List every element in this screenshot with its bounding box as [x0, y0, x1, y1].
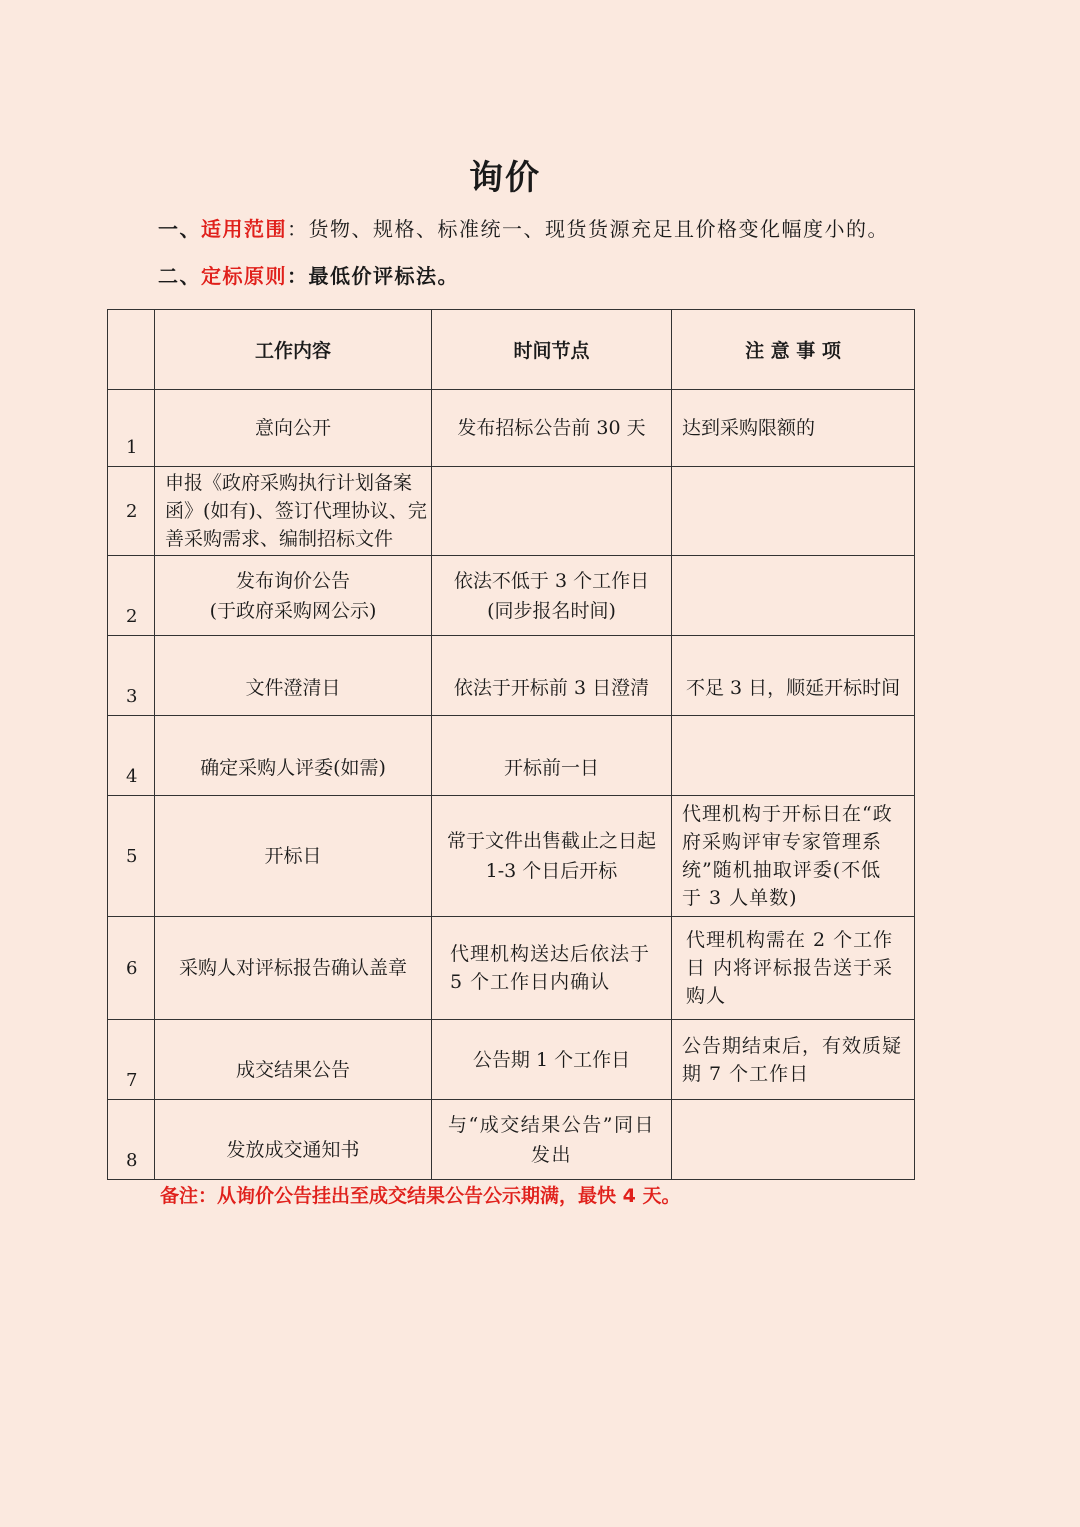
- table-row: [108, 467, 915, 556]
- row-time: 依法于开标前 3 日澄清: [432, 636, 672, 716]
- scope-colon: ：: [287, 217, 309, 241]
- row-note: [672, 556, 915, 636]
- row-number: 8: [108, 1100, 155, 1180]
- header-content: 工作内容: [155, 310, 432, 390]
- row-time: 公告期 1 个工作日: [432, 1020, 672, 1100]
- table-row: [108, 716, 915, 796]
- row-number: 6: [108, 917, 155, 1020]
- table-header-row: [108, 310, 915, 390]
- procedure-table: [107, 309, 915, 1180]
- row-content: 发放成交通知书: [155, 1100, 432, 1180]
- row-content: 文件澄清日: [155, 636, 432, 716]
- row-number: 4: [108, 716, 155, 796]
- principle-text: 最低价评标法。: [308, 264, 459, 288]
- header-time: 时间节点: [432, 310, 672, 390]
- row-time-line1: 依法不低于 3 个工作日: [453, 569, 650, 592]
- row-time: 代理机构送达后依法于 5 个工作日内确认: [432, 917, 672, 1020]
- row-content: 申报《政府采购执行计划备案函》(如有)、签订代理协议、完善采购需求、编制招标文件: [155, 467, 432, 556]
- principle-line: [158, 260, 459, 289]
- row-content: 确定采购人评委(如需): [155, 716, 432, 796]
- row-time: 常于文件出售截止之日起 1-3 个日后开标: [432, 796, 672, 917]
- row-content: 开标日: [155, 796, 432, 917]
- table-row: [108, 556, 915, 636]
- header-notes: 注 意 事 项: [672, 310, 915, 390]
- row-note: 代理机构需在 2 个工作日 内将评标报告送于采购人: [672, 917, 915, 1020]
- table-row: [108, 796, 915, 917]
- row-note: [672, 716, 915, 796]
- row-content: 意向公开: [155, 390, 432, 467]
- principle-prefix: 二、: [158, 264, 201, 288]
- row-number: 2: [108, 556, 155, 636]
- row-number: 2: [108, 467, 155, 556]
- row-number: 5: [108, 796, 155, 917]
- row-time-line2: (同步报名时间): [487, 599, 616, 622]
- table-row: [108, 636, 915, 716]
- row-note: 达到采购限额的: [672, 390, 915, 467]
- row-content-line1: 发布询价公告: [235, 569, 350, 592]
- principle-colon: ：: [287, 264, 309, 288]
- row-number: 1: [108, 390, 155, 467]
- scope-label: 适用范围: [201, 217, 287, 241]
- scope-prefix: 一、: [158, 217, 201, 241]
- footnote: 备注：从询价公告挂出至成交结果公告公示期满，最快 4 天。: [160, 1185, 681, 1207]
- row-content-line2: (于政府采购网公示): [209, 599, 377, 622]
- table-row: [108, 1100, 915, 1180]
- row-note: [672, 1100, 915, 1180]
- page-title: 询价: [469, 158, 541, 198]
- row-time: [432, 467, 672, 556]
- row-number: 7: [108, 1020, 155, 1100]
- row-content: 采购人对评标报告确认盖章: [155, 917, 432, 1020]
- row-number: 3: [108, 636, 155, 716]
- table-row: [108, 390, 915, 467]
- row-time: [432, 556, 672, 636]
- table-row: [108, 1020, 915, 1100]
- scope-line: [158, 213, 889, 242]
- scope-text: 货物、规格、标准统一、现货货源充足且价格变化幅度小的。: [308, 217, 889, 241]
- row-note: 不足 3 日，顺延开标时间: [672, 636, 915, 716]
- principle-label: 定标原则: [201, 264, 287, 288]
- row-time: 开标前一日: [432, 716, 672, 796]
- row-content: [155, 556, 432, 636]
- row-content: 成交结果公告: [155, 1020, 432, 1100]
- row-note: [672, 467, 915, 556]
- row-time: 与“成交结果公告”同日 发出: [432, 1100, 672, 1180]
- row-note: 代理机构于开标日在“政府采购评审专家管理系统”随机抽取评委(不低 于 3 人单数): [672, 796, 915, 917]
- row-note: 公告期结束后，有效质疑期 7 个工作日: [672, 1020, 915, 1100]
- header-index: [108, 310, 155, 390]
- row-time: 发布招标公告前 30 天: [432, 390, 672, 467]
- table-row: [108, 917, 915, 1020]
